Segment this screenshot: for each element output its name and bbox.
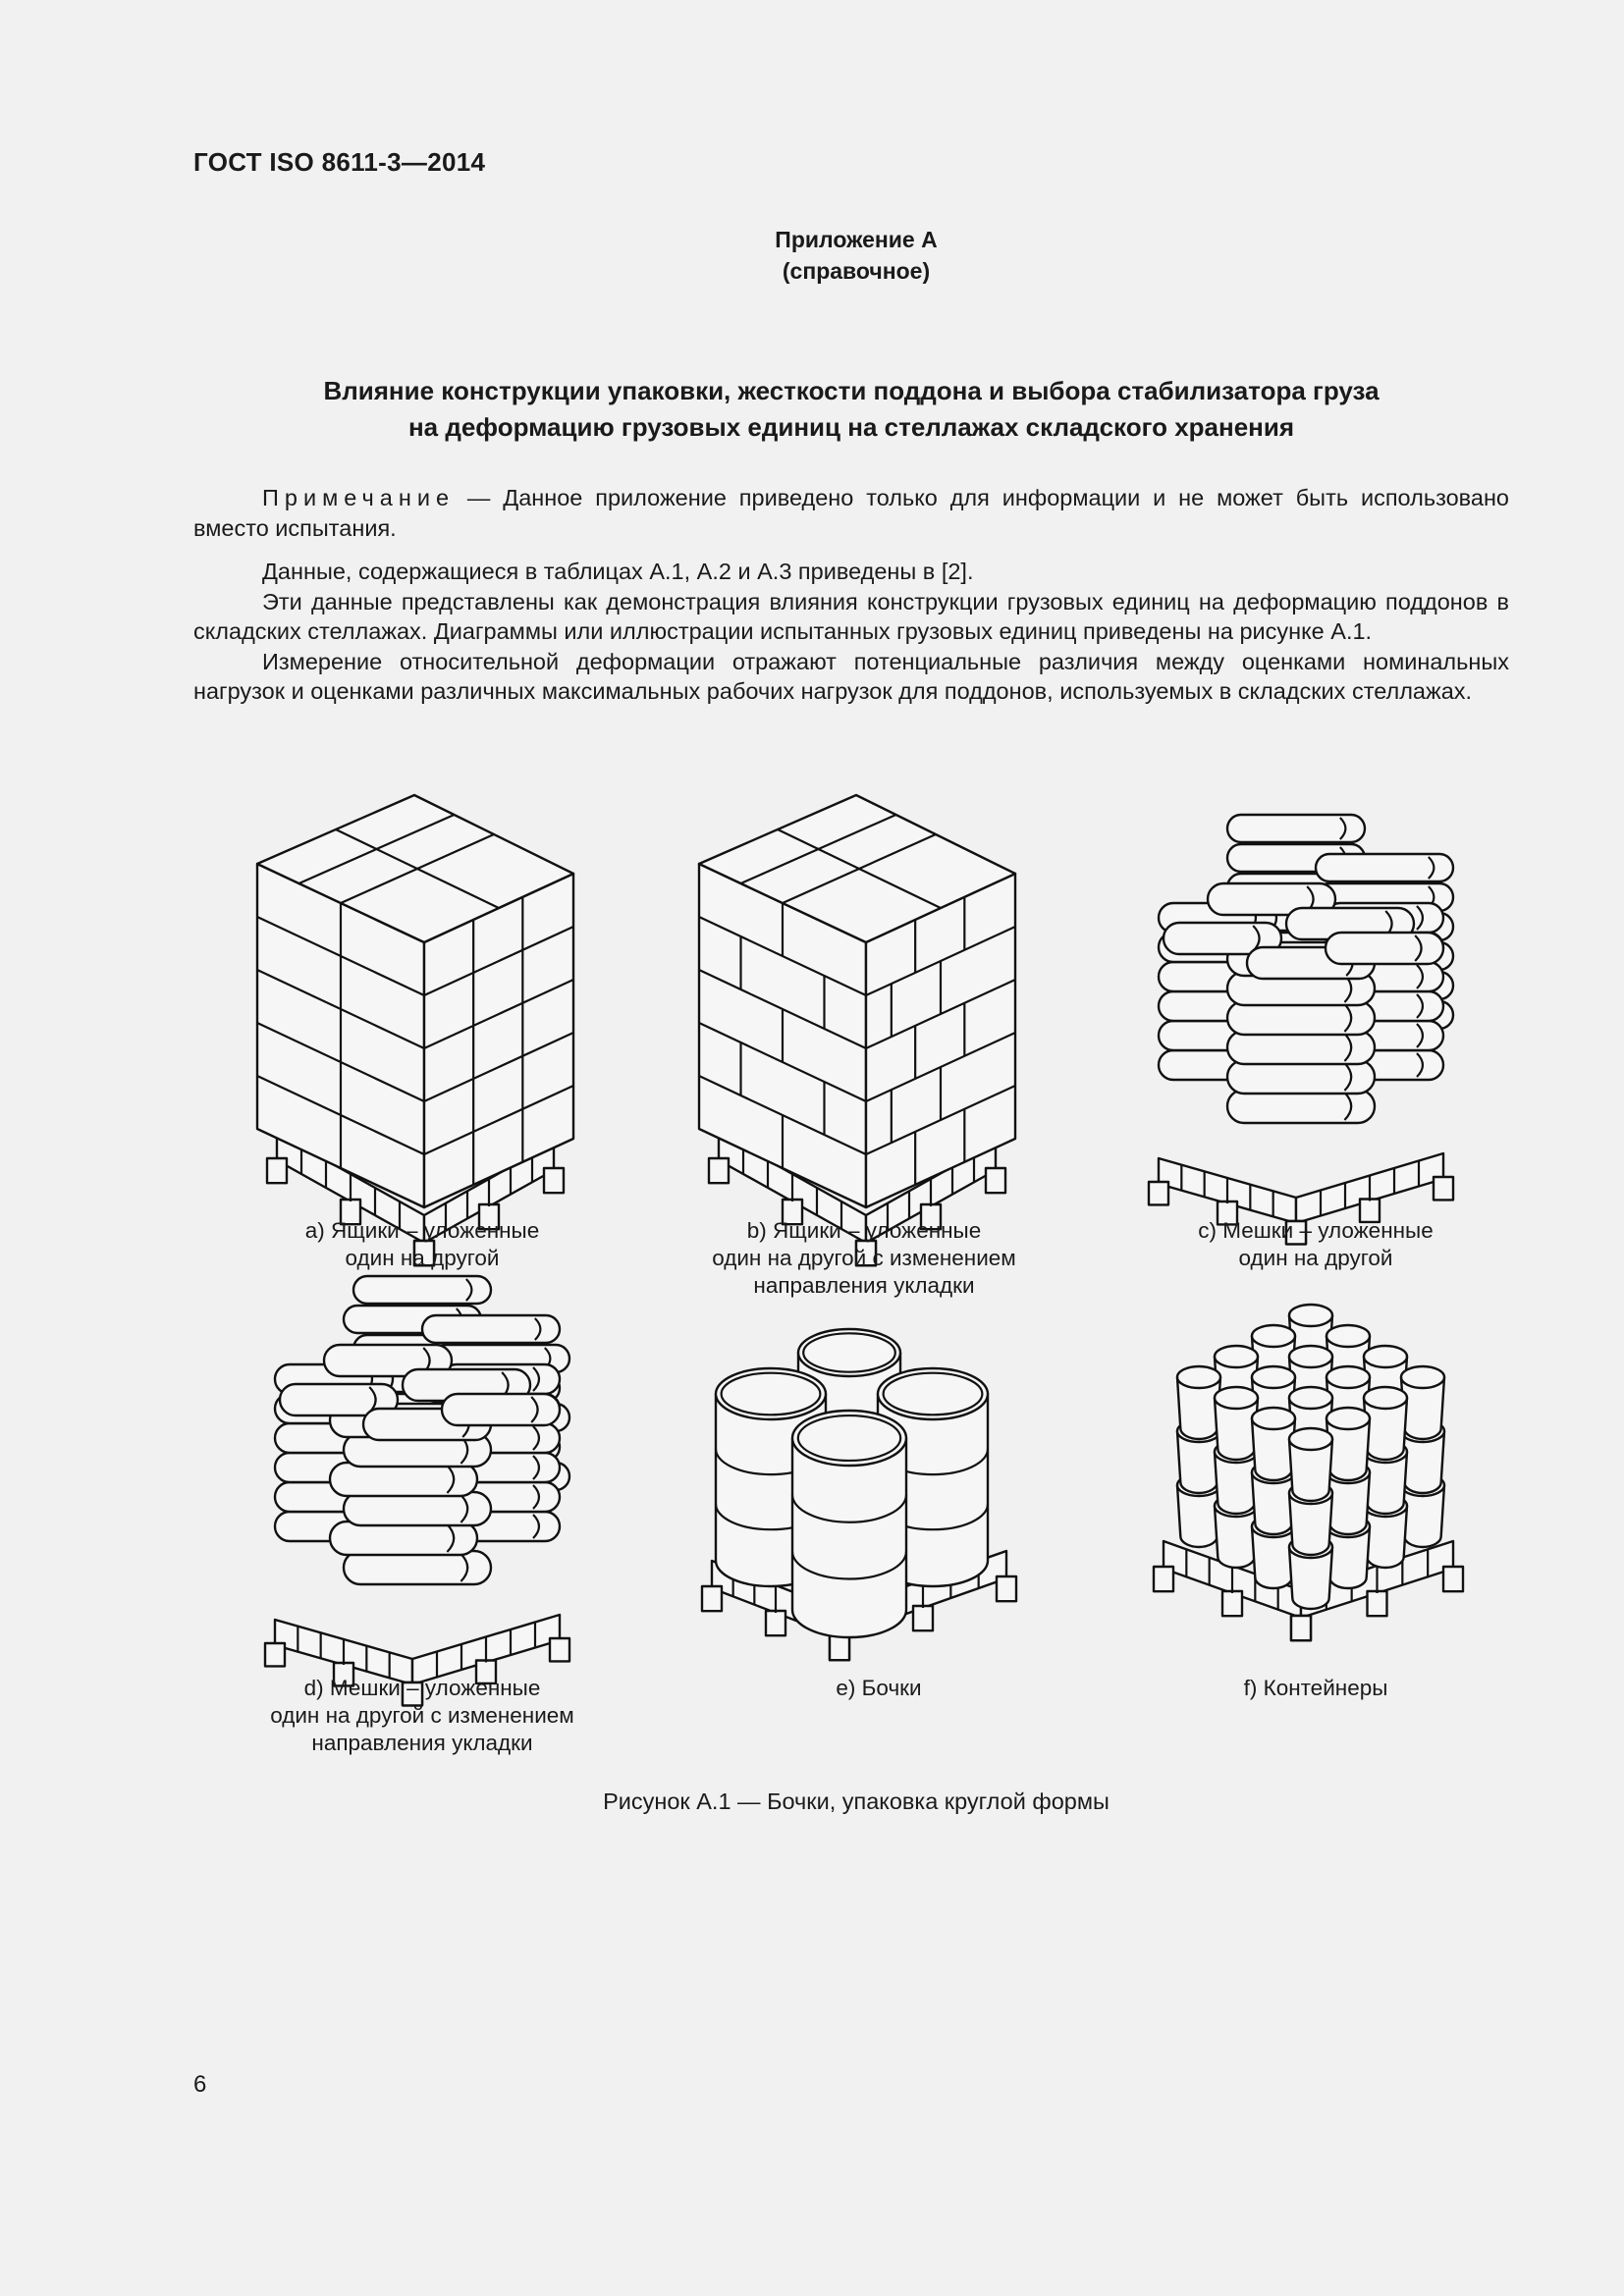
- caption-d-line-2: один на другой с изменением: [270, 1703, 574, 1728]
- note-text: — Данное приложение приведено только для информации и не может быть использовано вместо испытания.: [193, 485, 1509, 541]
- caption-f-line-1: f) Контейнеры: [1243, 1676, 1388, 1700]
- title-line-1: Влияние конструкции упаковки, жесткости поддона и выбора стабилизатора груза: [323, 376, 1380, 405]
- figure-b: [699, 795, 1033, 1217]
- barrels-icon: [712, 1315, 1026, 1669]
- caption-d-line-1: d) Мешки – уложенные: [303, 1676, 541, 1700]
- caption-b-line-1: b) Ящики – уложенные: [746, 1218, 982, 1243]
- caption-f: [1119, 1675, 1512, 1702]
- caption-a-line-2: один на другой: [345, 1246, 500, 1270]
- caption-a-line-1: a) Ящики – уложенные: [304, 1218, 540, 1243]
- figure-c: [1149, 864, 1463, 1217]
- annex-main-title: [193, 373, 1509, 446]
- caption-e: [682, 1675, 1075, 1702]
- caption-b-line-2: один на другой с изменением: [712, 1246, 1016, 1270]
- caption-b: [668, 1217, 1060, 1300]
- bags-stacked-icon: [1149, 864, 1463, 1217]
- caption-a: [226, 1217, 619, 1272]
- paragraph-3: Измерение относительной деформации отражают потенциальные различия между оценками номинальных нагрузок и оценками различных максимальных рабочих нагрузок для поддонов, используемых в складских стеллажах.: [193, 648, 1509, 704]
- caption-c: [1119, 1217, 1512, 1272]
- bags-interlocked-icon: [265, 1325, 579, 1679]
- annex-subtitle: (справочное): [782, 258, 931, 284]
- caption-d: [226, 1675, 619, 1757]
- paragraph-1: Данные, содержащиеся в таблицах А.1, А.2 и А.3 приведены в [2].: [262, 559, 974, 584]
- page-number: 6: [193, 2071, 207, 2098]
- caption-d-line-3: направления укладки: [311, 1731, 533, 1755]
- figure-e: [712, 1315, 1026, 1669]
- containers-icon: [1154, 1296, 1468, 1669]
- standard-header: ГОСТ ISO 8611-3—2014: [193, 147, 486, 177]
- boxes-stacked-icon: [257, 795, 591, 1217]
- annex-title: Приложение А: [775, 227, 938, 252]
- caption-c-line-2: один на другой: [1238, 1246, 1393, 1270]
- annex-body: [193, 483, 1509, 707]
- figure-a: [257, 795, 591, 1217]
- boxes-interlocked-icon: [699, 795, 1033, 1217]
- paragraph-2: Эти данные представлены как демонстрация влияния конструкции грузовых единиц на деформацию поддонов в складских стеллажах. Диаграммы или иллюстрации испытанных грузовых единиц приведены на рисунке А.1.: [193, 588, 1509, 644]
- note-paragraph: [193, 483, 1509, 543]
- caption-e-line-1: e) Бочки: [836, 1676, 922, 1700]
- annex-heading: [0, 224, 1624, 287]
- figure-title: Рисунок А.1 — Бочки, упаковка круглой формы: [603, 1789, 1110, 1814]
- figure-d: [265, 1325, 579, 1679]
- caption-c-line-1: c) Мешки – уложенные: [1198, 1218, 1434, 1243]
- note-label: Примечание: [262, 485, 456, 510]
- caption-b-line-3: направления укладки: [753, 1273, 975, 1298]
- figure-f: [1154, 1296, 1468, 1669]
- title-line-2: на деформацию грузовых единиц на стеллажах складского хранения: [407, 412, 1295, 442]
